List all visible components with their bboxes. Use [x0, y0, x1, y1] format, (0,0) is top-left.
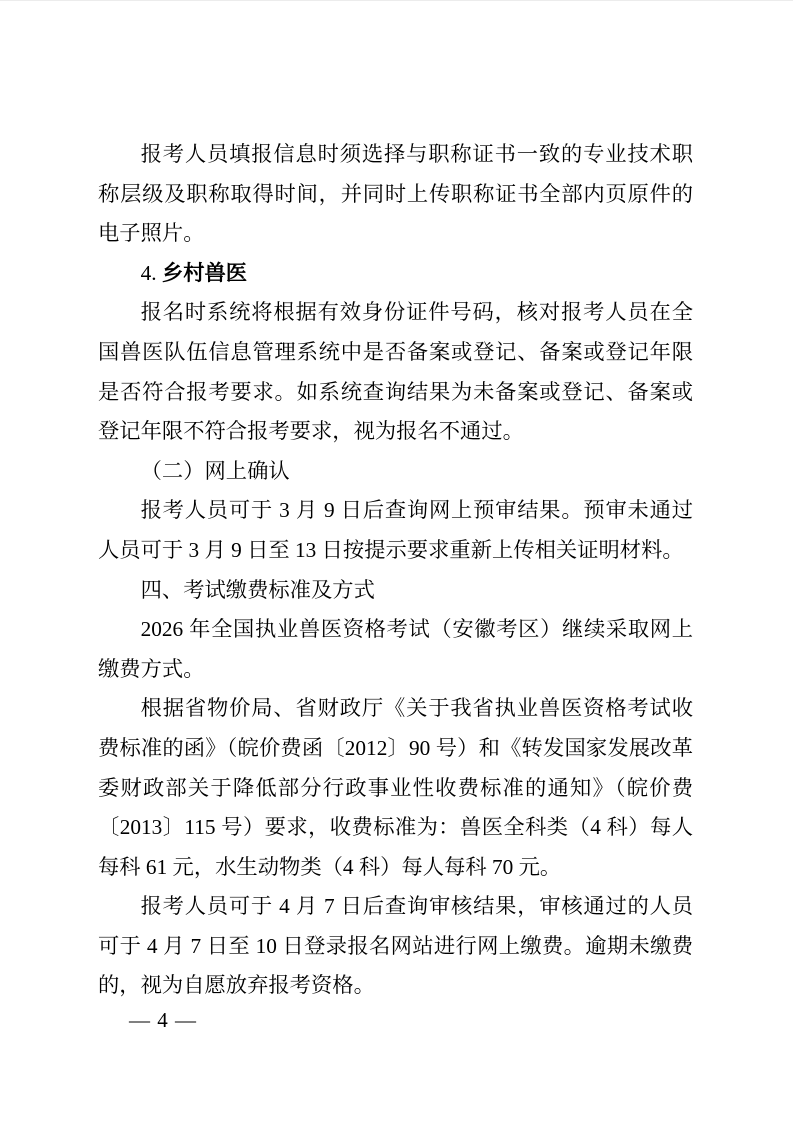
heading-number: 4. — [140, 260, 162, 285]
body-paragraph: 报名时系统将根据有效身份证件号码，核对报考人员在全国兽医队伍信息管理系统中是否备案或登记、备案或登记年限是否符合报考要求。如系统查询结果为未备案或登记、备案或登记年限不符合报考要求，视为报名不通过。 — [98, 300, 693, 444]
subheading-online-confirmation: （二）网上确认 — [140, 458, 290, 483]
body-paragraph: 根据省物价局、省财政厅《关于我省执业兽医资格考试收费标准的函》（皖价费函〔2012〕90 号）和《转发国家发展改革委财政部关于降低部分行政事业性收费标准的通知》（皖价费〔2013〕115 号）要求，收费标准为：兽医全科类（4 科）每人每科 61 元，水生动物类（4 科）每人每科 70 元。 — [98, 696, 693, 879]
body-paragraph: 报考人员可于 4 月 7 日后查询审核结果，审核通过的人员可于 4 月 7 日至 10 日登录报名网站进行网上缴费。逾期未缴费的，视为自愿放弃报考资格。 — [98, 894, 693, 998]
body-paragraph: 报考人员填报信息时须选择与职称证书一致的专业技术职称层级及职称取得时间，并同时上传职称证书全部内页原件的电子照片。 — [98, 142, 693, 246]
document-body — [98, 135, 693, 1006]
heading-text: 乡村兽医 — [161, 260, 248, 285]
heading-exam-fee-standard: 四、考试缴费标准及方式 — [140, 577, 375, 602]
body-paragraph: 2026 年全国执业兽医资格考试（安徽考区）继续采取网上缴费方式。 — [98, 617, 693, 681]
page-number: — 4 — — [129, 1008, 197, 1032]
body-paragraph: 报考人员可于 3 月 9 日后查询网上预审结果。预审未通过人员可于 3 月 9 日至 13 日按提示要求重新上传相关证明材料。 — [98, 498, 693, 562]
heading-rural-vet — [98, 254, 693, 294]
